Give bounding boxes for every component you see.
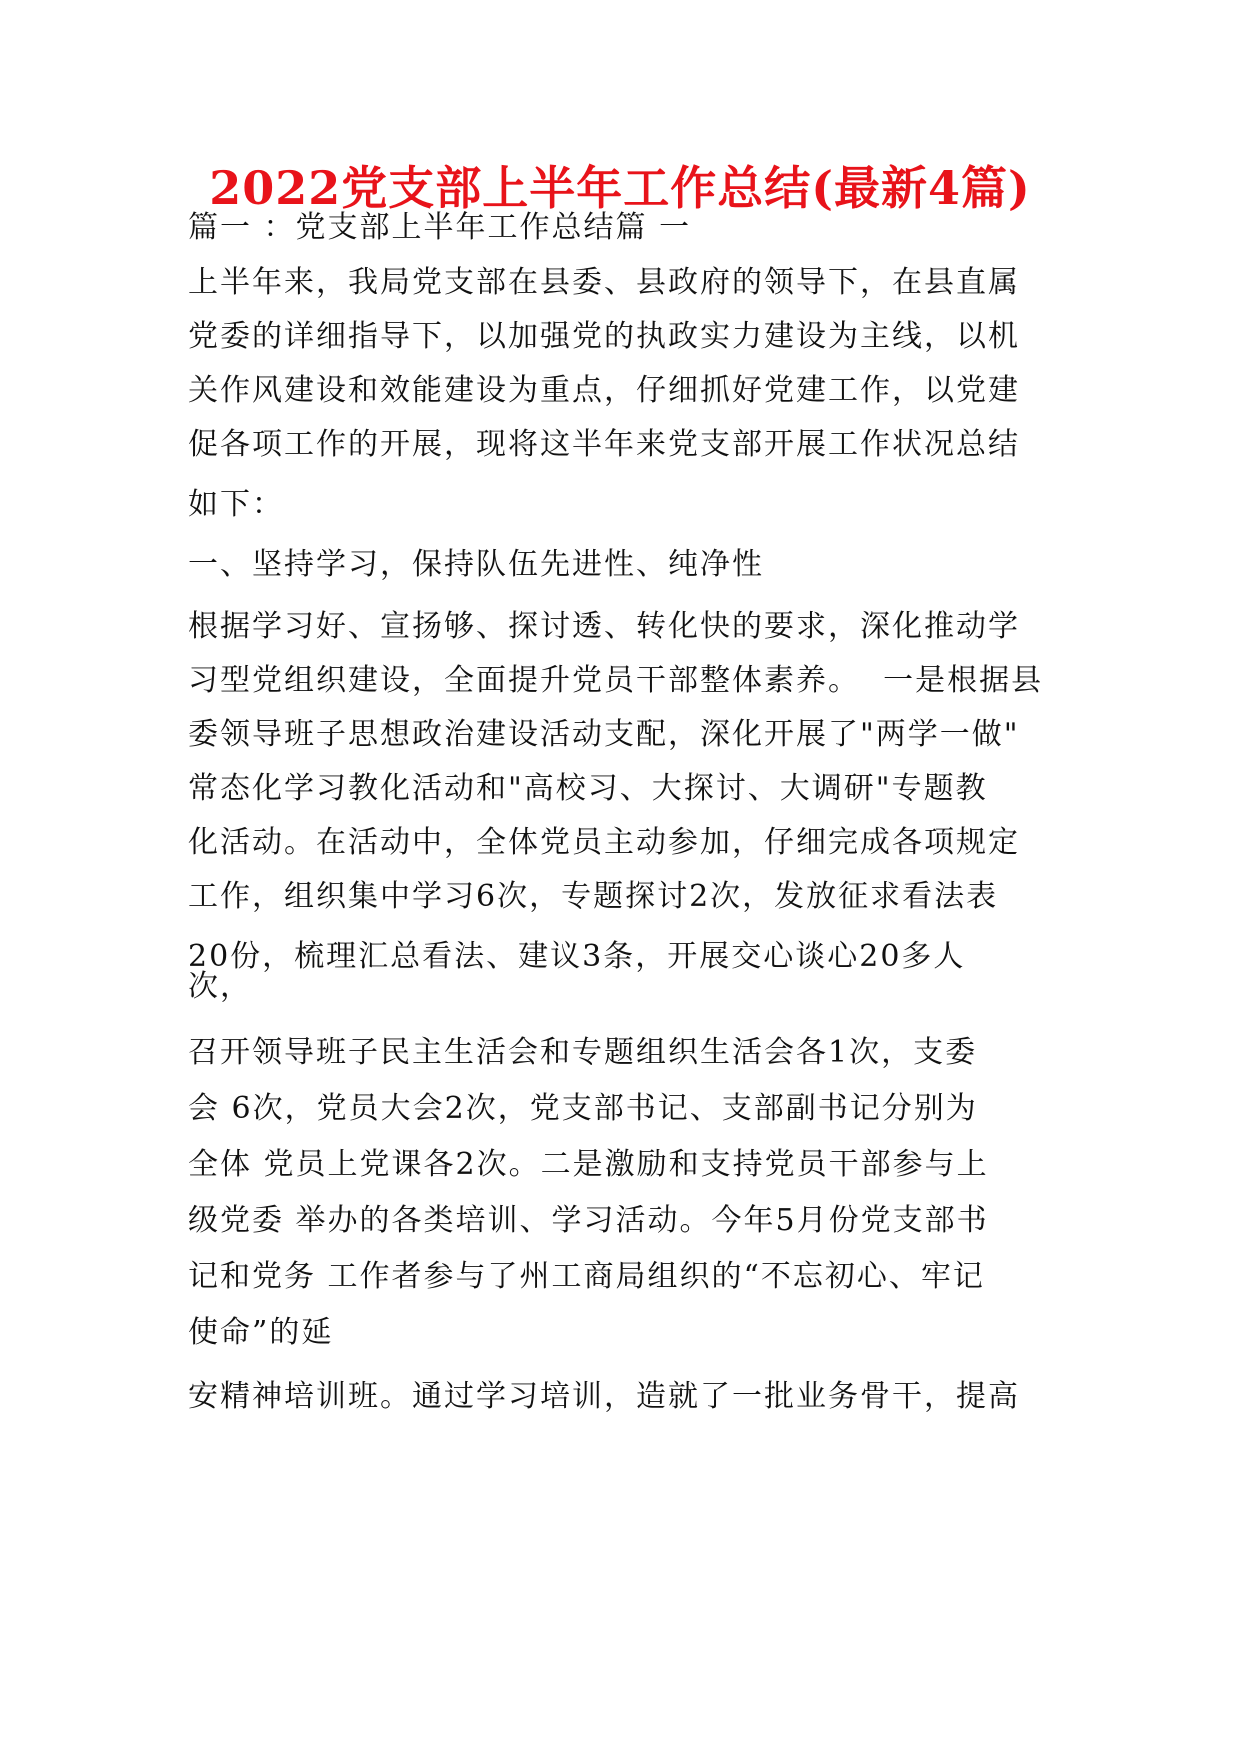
paragraph-line: 上半年来，我局党支部在县委、县政府的领导下，在县直属 bbox=[188, 265, 1020, 300]
paragraph-line: 关作风建设和效能建设为重点，仔细抓好党建工作，以党建 bbox=[188, 373, 1020, 408]
document-title: 2022党支部上半年工作总结(最新4篇) bbox=[209, 161, 1031, 215]
paragraph-line: 召开领导班子民主生活会和专题组织生活会各1次，支委 bbox=[188, 1035, 978, 1070]
paragraph-line: 常态化学习教化活动和"高校习、大探讨、大调研"专题教 bbox=[188, 771, 988, 806]
paragraph-line: 安精神培训班。通过学习培训，造就了一批业务骨干，提高 bbox=[188, 1379, 1020, 1414]
section-heading: 篇一 ：党支部上半年工作总结篇 一 bbox=[188, 210, 692, 245]
paragraph-line: 使命”的延 bbox=[188, 1315, 334, 1350]
section-heading: 一、坚持学习，保持队伍先进性、纯净性 bbox=[188, 547, 764, 582]
paragraph-line: 20份，梳理汇总看法、建议3条，开展交心谈心20多人 bbox=[188, 939, 966, 974]
paragraph-line: 级党委 举办的各类培训、学习活动。今年5月份党支部书 bbox=[188, 1203, 989, 1238]
paragraph-line: 习型党组织建设，全面提升党员干部整体素养。 一是根据县 bbox=[188, 663, 1044, 698]
paragraph-line: 化活动。在活动中，全体党员主动参加，仔细完成各项规定 bbox=[188, 825, 1020, 860]
paragraph-line: 工作，组织集中学习6次，专题探讨2次，发放征求看法表 bbox=[188, 879, 999, 914]
paragraph-line: 会 6次，党员大会2次，党支部书记、支部副书记分别为 bbox=[188, 1091, 978, 1126]
paragraph-line: 如下： bbox=[188, 487, 284, 522]
paragraph-line: 根据学习好、宣扬够、探讨透、转化快的要求，深化推动学 bbox=[188, 609, 1020, 644]
paragraph-line: 记和党务 工作者参与了州工商局组织的“不忘初心、牢记 bbox=[188, 1259, 985, 1294]
paragraph-line: 全体 党员上党课各2次。二是激励和支持党员干部参与上 bbox=[188, 1147, 989, 1182]
paragraph-line: 委领导班子思想政治建设活动支配，深化开展了"两学一做" bbox=[188, 717, 1020, 752]
paragraph-line: 次， bbox=[188, 969, 252, 1004]
paragraph-line: 党委的详细指导下，以加强党的执政实力建设为主线，以机 bbox=[188, 319, 1020, 354]
paragraph-line: 促各项工作的开展，现将这半年来党支部开展工作状况总结 bbox=[188, 427, 1020, 462]
